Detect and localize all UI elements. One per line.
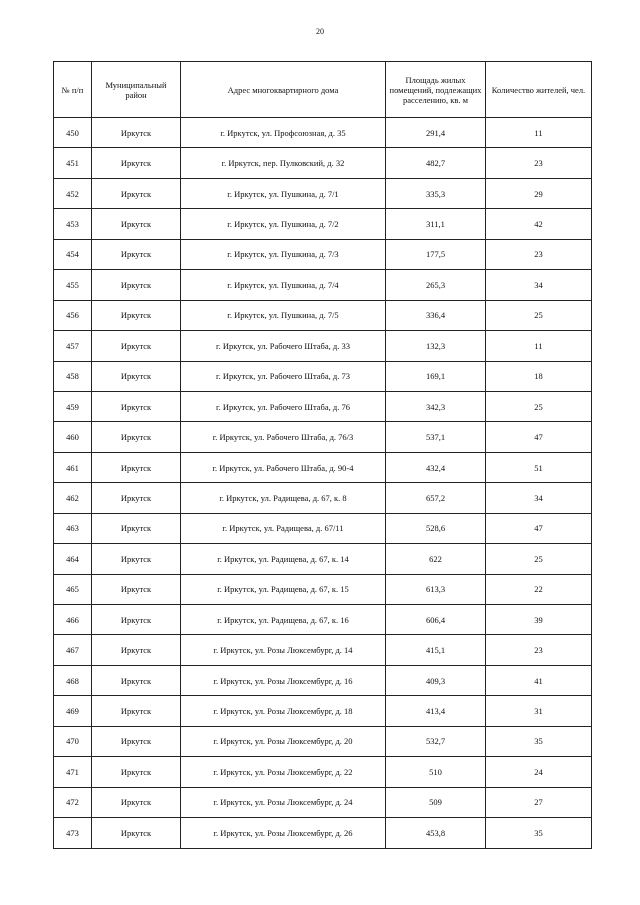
cell-num: 452 — [54, 178, 92, 208]
cell-address: г. Иркутск, ул. Розы Люксембург, д. 22 — [181, 757, 386, 787]
housing-table — [53, 61, 592, 849]
cell-district: Иркутск — [92, 635, 181, 665]
table-row — [54, 422, 592, 452]
cell-district: Иркутск — [92, 391, 181, 421]
table-row — [54, 665, 592, 695]
header-area: Площадь жилых помещений, подлежащих расселению, кв. м — [386, 62, 486, 118]
cell-area: 409,3 — [386, 665, 486, 695]
cell-district: Иркутск — [92, 818, 181, 848]
cell-address: г. Иркутск, ул. Рабочего Штаба, д. 33 — [181, 331, 386, 361]
cell-num: 471 — [54, 757, 92, 787]
table-body — [54, 118, 592, 849]
cell-area: 415,1 — [386, 635, 486, 665]
cell-address: г. Иркутск, ул. Радищева, д. 67/11 — [181, 513, 386, 543]
table-row — [54, 452, 592, 482]
cell-district: Иркутск — [92, 787, 181, 817]
cell-area: 311,1 — [386, 209, 486, 239]
cell-district: Иркутск — [92, 209, 181, 239]
table-row — [54, 483, 592, 513]
cell-num: 466 — [54, 605, 92, 635]
cell-district: Иркутск — [92, 422, 181, 452]
cell-area: 528,6 — [386, 513, 486, 543]
cell-area: 606,4 — [386, 605, 486, 635]
cell-residents: 24 — [486, 757, 592, 787]
cell-address: г. Иркутск, ул. Пушкина, д. 7/3 — [181, 239, 386, 269]
cell-residents: 47 — [486, 422, 592, 452]
header-district: Муниципальный район — [92, 62, 181, 118]
cell-residents: 23 — [486, 239, 592, 269]
cell-residents: 11 — [486, 118, 592, 148]
cell-num: 450 — [54, 118, 92, 148]
cell-residents: 27 — [486, 787, 592, 817]
table-row — [54, 635, 592, 665]
cell-num: 470 — [54, 726, 92, 756]
cell-address: г. Иркутск, ул. Рабочего Штаба, д. 90-4 — [181, 452, 386, 482]
cell-residents: 51 — [486, 452, 592, 482]
header-address: Адрес многоквартирного дома — [181, 62, 386, 118]
cell-area: 510 — [386, 757, 486, 787]
cell-area: 335,3 — [386, 178, 486, 208]
cell-residents: 34 — [486, 483, 592, 513]
table-row — [54, 118, 592, 148]
header-num: № п/п — [54, 62, 92, 118]
cell-area: 432,4 — [386, 452, 486, 482]
cell-residents: 29 — [486, 178, 592, 208]
cell-district: Иркутск — [92, 118, 181, 148]
cell-address: г. Иркутск, ул. Розы Люксембург, д. 24 — [181, 787, 386, 817]
cell-residents: 22 — [486, 574, 592, 604]
cell-address: г. Иркутск, ул. Рабочего Штаба, д. 76/3 — [181, 422, 386, 452]
table-row — [54, 544, 592, 574]
cell-area: 622 — [386, 544, 486, 574]
cell-area: 537,1 — [386, 422, 486, 452]
cell-num: 453 — [54, 209, 92, 239]
cell-area: 265,3 — [386, 270, 486, 300]
cell-num: 451 — [54, 148, 92, 178]
cell-residents: 34 — [486, 270, 592, 300]
table-row — [54, 148, 592, 178]
cell-district: Иркутск — [92, 300, 181, 330]
table-row — [54, 605, 592, 635]
table-row — [54, 787, 592, 817]
cell-num: 464 — [54, 544, 92, 574]
table-row — [54, 209, 592, 239]
cell-address: г. Иркутск, ул. Розы Люксембург, д. 14 — [181, 635, 386, 665]
cell-residents: 31 — [486, 696, 592, 726]
cell-residents: 18 — [486, 361, 592, 391]
cell-address: г. Иркутск, ул. Розы Люксембург, д. 16 — [181, 665, 386, 695]
cell-district: Иркутск — [92, 696, 181, 726]
cell-district: Иркутск — [92, 239, 181, 269]
cell-address: г. Иркутск, ул. Рабочего Штаба, д. 76 — [181, 391, 386, 421]
table-row — [54, 270, 592, 300]
header-residents: Количество жителей, чел. — [486, 62, 592, 118]
cell-area: 509 — [386, 787, 486, 817]
table-row — [54, 361, 592, 391]
cell-residents: 35 — [486, 818, 592, 848]
cell-area: 291,4 — [386, 118, 486, 148]
cell-address: г. Иркутск, ул. Пушкина, д. 7/4 — [181, 270, 386, 300]
cell-address: г. Иркутск, пер. Пулковский, д. 32 — [181, 148, 386, 178]
cell-num: 463 — [54, 513, 92, 543]
cell-address: г. Иркутск, ул. Розы Люксембург, д. 20 — [181, 726, 386, 756]
cell-district: Иркутск — [92, 452, 181, 482]
cell-residents: 25 — [486, 300, 592, 330]
header-row — [54, 62, 592, 118]
table-row — [54, 726, 592, 756]
cell-num: 461 — [54, 452, 92, 482]
table-row — [54, 513, 592, 543]
cell-address: г. Иркутск, ул. Радищева, д. 67, к. 8 — [181, 483, 386, 513]
table-row — [54, 757, 592, 787]
cell-area: 532,7 — [386, 726, 486, 756]
cell-area: 336,4 — [386, 300, 486, 330]
cell-address: г. Иркутск, ул. Пушкина, д. 7/5 — [181, 300, 386, 330]
cell-address: г. Иркутск, ул. Радищева, д. 67, к. 15 — [181, 574, 386, 604]
table-row — [54, 391, 592, 421]
cell-num: 468 — [54, 665, 92, 695]
cell-district: Иркутск — [92, 178, 181, 208]
cell-num: 472 — [54, 787, 92, 817]
cell-area: 613,3 — [386, 574, 486, 604]
cell-district: Иркутск — [92, 726, 181, 756]
cell-district: Иркутск — [92, 665, 181, 695]
cell-address: г. Иркутск, ул. Радищева, д. 67, к. 14 — [181, 544, 386, 574]
cell-address: г. Иркутск, ул. Профсоюзная, д. 35 — [181, 118, 386, 148]
cell-residents: 25 — [486, 391, 592, 421]
cell-num: 457 — [54, 331, 92, 361]
cell-district: Иркутск — [92, 270, 181, 300]
cell-area: 169,1 — [386, 361, 486, 391]
cell-district: Иркутск — [92, 574, 181, 604]
cell-area: 482,7 — [386, 148, 486, 178]
cell-residents: 23 — [486, 148, 592, 178]
cell-district: Иркутск — [92, 483, 181, 513]
cell-address: г. Иркутск, ул. Розы Люксембург, д. 18 — [181, 696, 386, 726]
cell-district: Иркутск — [92, 544, 181, 574]
cell-address: г. Иркутск, ул. Пушкина, д. 7/1 — [181, 178, 386, 208]
cell-residents: 41 — [486, 665, 592, 695]
cell-residents: 35 — [486, 726, 592, 756]
cell-address: г. Иркутск, ул. Рабочего Штаба, д. 73 — [181, 361, 386, 391]
cell-address: г. Иркутск, ул. Розы Люксембург, д. 26 — [181, 818, 386, 848]
cell-num: 459 — [54, 391, 92, 421]
cell-district: Иркутск — [92, 148, 181, 178]
cell-district: Иркутск — [92, 513, 181, 543]
cell-district: Иркутск — [92, 331, 181, 361]
table-row — [54, 696, 592, 726]
table-row — [54, 818, 592, 848]
cell-num: 467 — [54, 635, 92, 665]
cell-num: 458 — [54, 361, 92, 391]
table-row — [54, 574, 592, 604]
cell-district: Иркутск — [92, 361, 181, 391]
cell-district: Иркутск — [92, 757, 181, 787]
cell-district: Иркутск — [92, 605, 181, 635]
cell-num: 454 — [54, 239, 92, 269]
cell-address: г. Иркутск, ул. Пушкина, д. 7/2 — [181, 209, 386, 239]
cell-area: 657,2 — [386, 483, 486, 513]
cell-num: 456 — [54, 300, 92, 330]
table-row — [54, 300, 592, 330]
cell-residents: 11 — [486, 331, 592, 361]
table-header — [54, 62, 592, 118]
cell-area: 132,3 — [386, 331, 486, 361]
cell-residents: 39 — [486, 605, 592, 635]
table-row — [54, 331, 592, 361]
cell-area: 413,4 — [386, 696, 486, 726]
cell-residents: 25 — [486, 544, 592, 574]
table-row — [54, 178, 592, 208]
cell-num: 462 — [54, 483, 92, 513]
cell-residents: 42 — [486, 209, 592, 239]
cell-num: 469 — [54, 696, 92, 726]
cell-num: 460 — [54, 422, 92, 452]
cell-num: 465 — [54, 574, 92, 604]
table-row — [54, 239, 592, 269]
cell-area: 177,5 — [386, 239, 486, 269]
cell-num: 455 — [54, 270, 92, 300]
cell-residents: 47 — [486, 513, 592, 543]
cell-residents: 23 — [486, 635, 592, 665]
page-number: 20 — [316, 27, 324, 36]
cell-num: 473 — [54, 818, 92, 848]
cell-address: г. Иркутск, ул. Радищева, д. 67, к. 16 — [181, 605, 386, 635]
cell-area: 342,3 — [386, 391, 486, 421]
cell-area: 453,8 — [386, 818, 486, 848]
